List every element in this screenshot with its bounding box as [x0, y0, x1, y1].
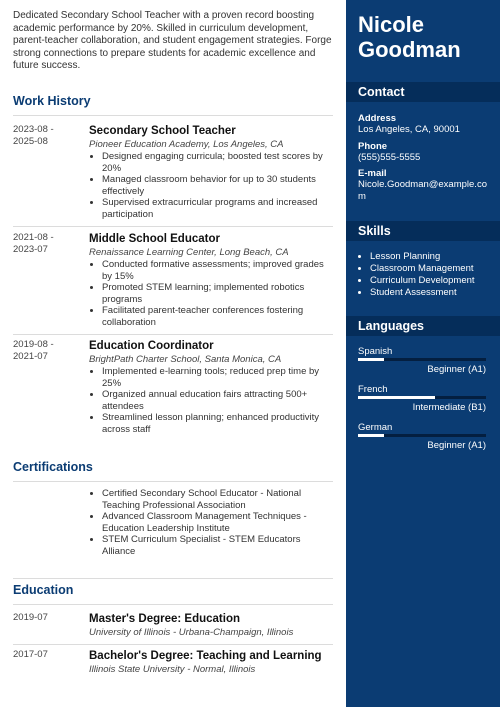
job-bullets [89, 151, 334, 221]
education-heading: Education [13, 583, 74, 597]
email-value: Nicole.Goodman@example.com [358, 179, 487, 202]
job-start-date: 2019-08 - [13, 339, 54, 350]
address-label: Address [358, 113, 397, 124]
job-company: BrightPath Charter School, Santa Monica, CA [89, 354, 282, 365]
job-end-date: 2025-08 [13, 136, 48, 147]
contact-heading: Contact [358, 85, 405, 99]
section-divider [13, 578, 333, 579]
skills-list [358, 251, 475, 299]
email-label: E-mail [358, 168, 387, 179]
language-name: French [358, 384, 388, 395]
certification-item: • Certified Secondary School Educator - National Teaching Professional Association [102, 488, 334, 511]
language-proficiency-fill [358, 358, 384, 361]
degree-title: Master's Degree: Education [89, 613, 240, 625]
job-bullet: • Implemented e-learning tools; reduced prep time by 25% [102, 366, 334, 389]
certifications-heading: Certifications [13, 460, 93, 474]
skill-item: • Curriculum Development [370, 275, 475, 287]
job-bullets [89, 366, 334, 436]
languages-heading: Languages [358, 319, 424, 333]
job-bullet: • Facilitated parent-teacher conferences fostering collaboration [102, 305, 334, 328]
job-start-date: 2021-08 - [13, 232, 54, 243]
language-name: German [358, 422, 393, 433]
skill-item: • Lesson Planning [370, 251, 475, 263]
skill-item: • Student Assessment [370, 287, 475, 299]
education-date: 2017-07 [13, 649, 48, 660]
section-divider [13, 604, 333, 605]
job-bullets [89, 259, 334, 329]
job-end-date: 2023-07 [13, 244, 48, 255]
address-value: Los Angeles, CA, 90001 [358, 124, 460, 135]
phone-label: Phone [358, 141, 388, 152]
certifications-list [89, 488, 334, 558]
job-company: Pioneer Education Academy, Los Angeles, CA [89, 139, 284, 150]
language-proficiency-bar [358, 358, 486, 361]
candidate-name [358, 12, 461, 62]
language-proficiency-bar [358, 434, 486, 437]
section-divider [13, 226, 333, 227]
language-proficiency-bar [358, 396, 486, 399]
language-proficiency-fill [358, 434, 384, 437]
skill-item: • Classroom Management [370, 263, 475, 275]
summary-text: Dedicated Secondary School Teacher with a proven record boosting academic performance by 20%. Skilled in curriculum development, parent-teacher collaboration, and student engagement strategies. Forge strong connections to prepare students for academic excellence and future success. [13, 10, 332, 72]
job-bullet: • Organized annual education fairs attracting 500+ attendees [102, 389, 334, 412]
job-dates [13, 339, 73, 363]
job-dates [13, 232, 73, 256]
language-level: Beginner (A1) [427, 364, 486, 375]
skills-heading: Skills [358, 224, 391, 238]
job-title: Secondary School Teacher [89, 125, 236, 137]
job-title: Middle School Educator [89, 233, 220, 245]
job-end-date: 2021-07 [13, 351, 48, 362]
degree-title: Bachelor's Degree: Teaching and Learning [89, 650, 322, 662]
work-history-heading: Work History [13, 94, 91, 108]
job-bullet: • Promoted STEM learning; implemented robotics programs [102, 282, 334, 305]
certification-item: • Advanced Classroom Management Techniques - Education Leadership Institute [102, 511, 334, 534]
language-level: Intermediate (B1) [412, 402, 486, 413]
sidebar [346, 0, 500, 707]
school-name: Illinois State University - Normal, Illinois [89, 664, 256, 675]
job-bullet: • Designed engaging curricula; boosted test scores by 20% [102, 151, 334, 174]
education-date: 2019-07 [13, 612, 48, 623]
phone-value: (555)555-5555 [358, 152, 421, 163]
job-bullet: • Streamlined lesson planning; enhanced productivity across staff [102, 412, 334, 435]
job-start-date: 2023-08 - [13, 124, 54, 135]
section-divider [13, 481, 333, 482]
job-bullet: • Managed classroom behavior for up to 30 students effectively [102, 174, 334, 197]
language-proficiency-fill [358, 396, 435, 399]
certification-item: • STEM Curriculum Specialist - STEM Educators Alliance [102, 534, 334, 557]
last-name: Goodman [358, 37, 461, 62]
job-company: Renaissance Learning Center, Long Beach, CA [89, 247, 289, 258]
job-bullet: • Conducted formative assessments; improved grades by 15% [102, 259, 334, 282]
section-divider [13, 334, 333, 335]
section-divider [13, 644, 333, 645]
job-bullet: • Supervised extracurricular programs and increased participation [102, 197, 334, 220]
job-dates [13, 124, 73, 148]
job-title: Education Coordinator [89, 340, 214, 352]
school-name: University of Illinois - Urbana-Champaign, Illinois [89, 627, 294, 638]
language-name: Spanish [358, 346, 393, 357]
language-level: Beginner (A1) [427, 440, 486, 451]
section-divider [13, 115, 333, 116]
first-name: Nicole [358, 12, 425, 37]
